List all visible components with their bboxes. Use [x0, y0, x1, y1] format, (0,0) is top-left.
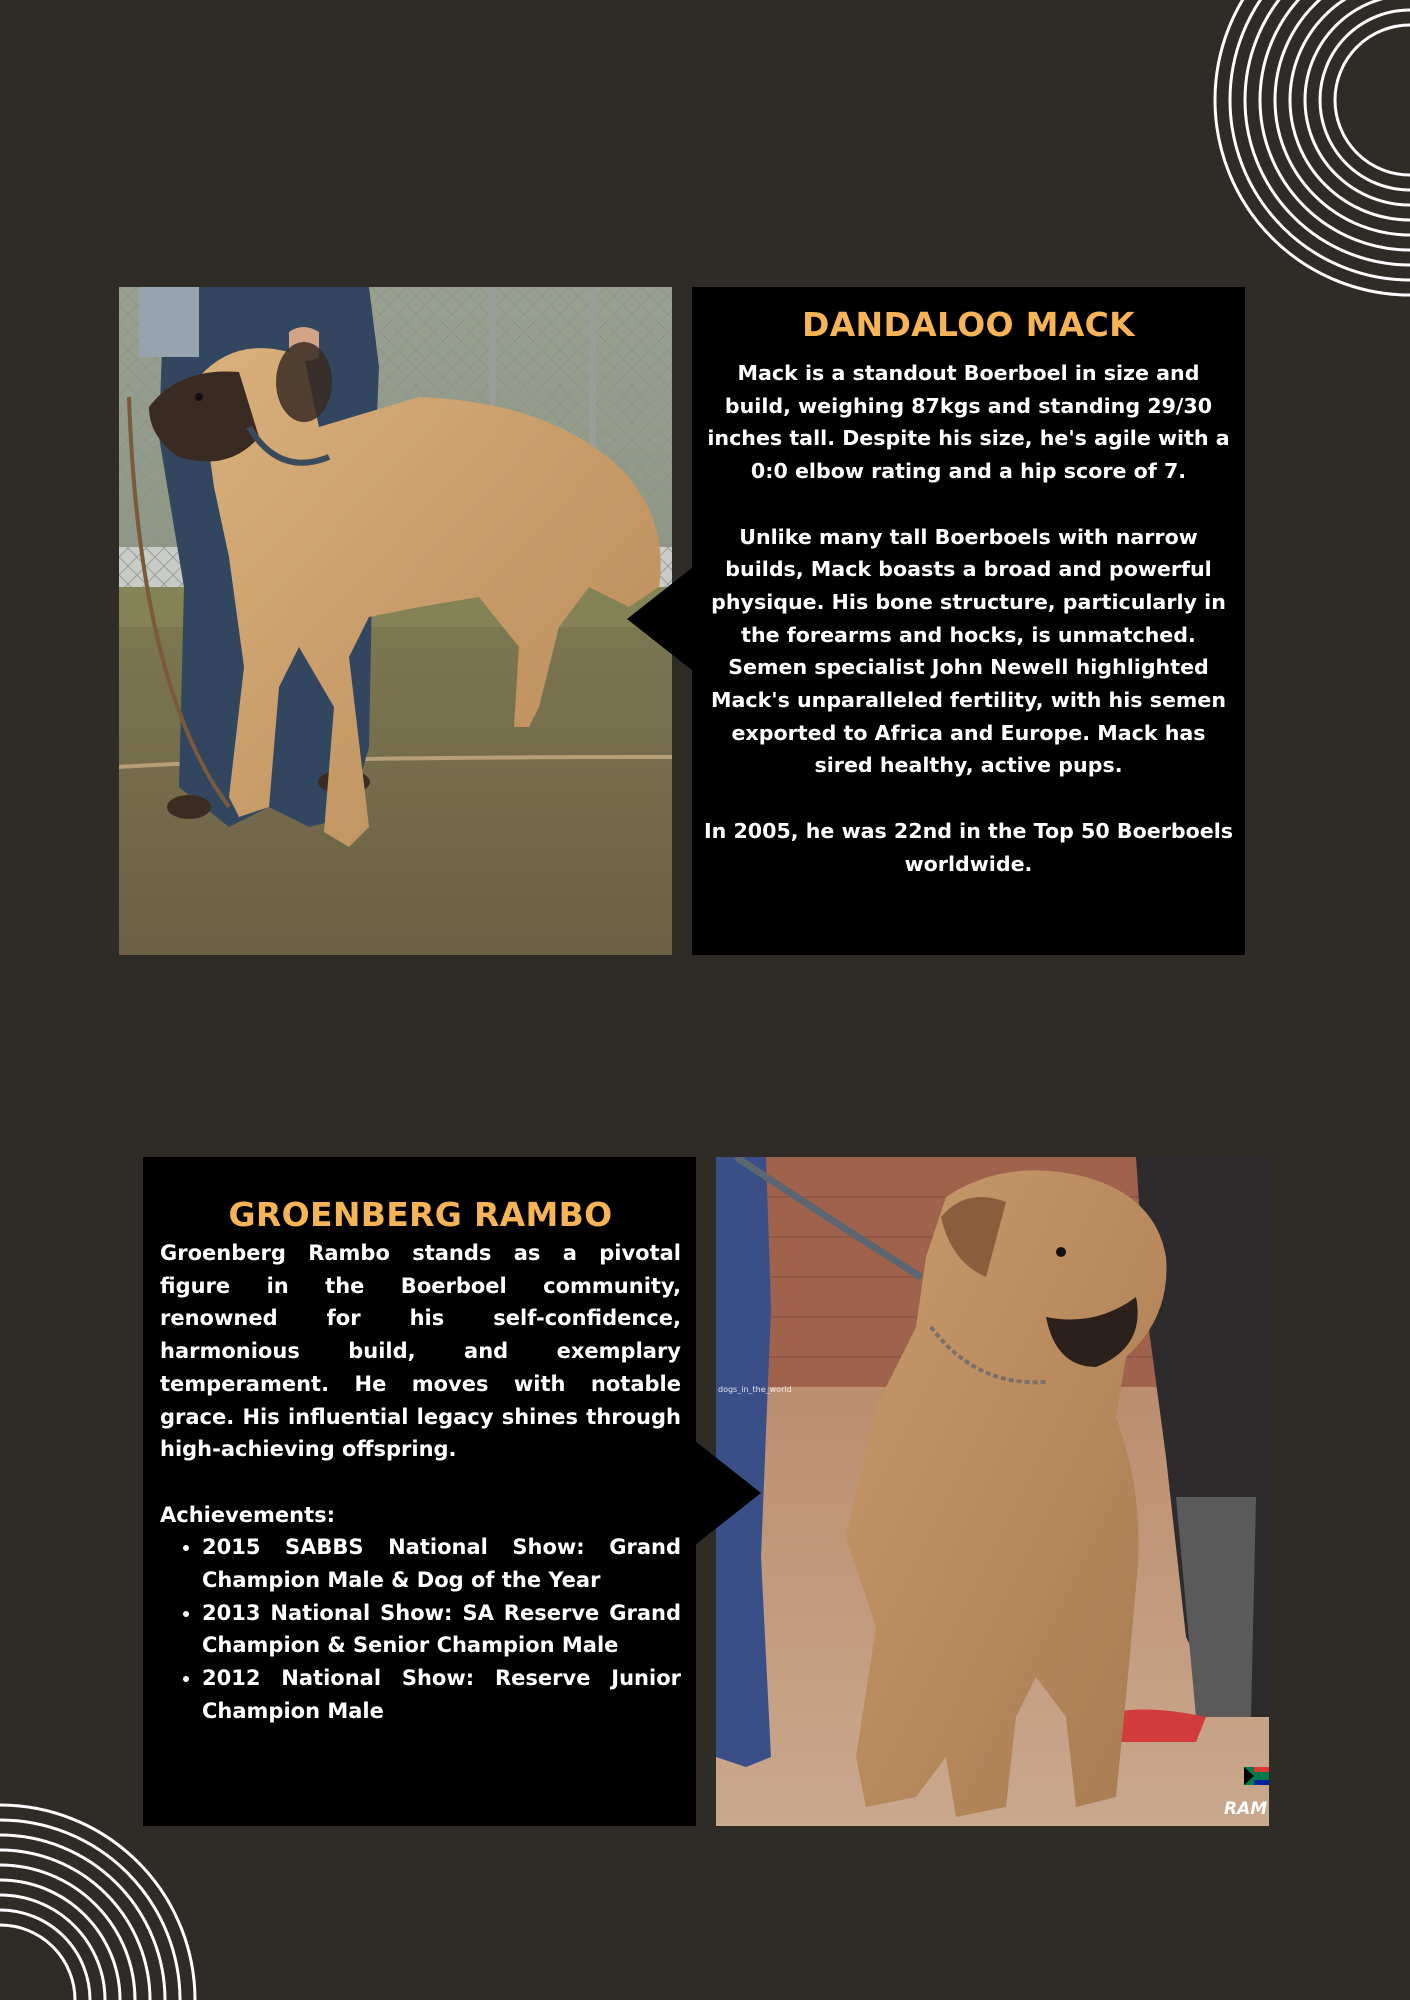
dandaloo-mack-panel — [692, 287, 1245, 955]
achievements-heading: Achievements: — [160, 1502, 336, 1527]
bio-paragraph: In 2005, he was 22nd in the Top 50 Boerboels worldwide. — [703, 818, 1234, 876]
groenberg-rambo-panel — [143, 1157, 696, 1826]
dog-name-heading: DANDALOO MACK — [802, 305, 1135, 344]
bio-paragraph: Unlike many tall Boerboels with narrow builds, Mack boasts a broad and powerful physique. His bone structure, particularly in the forearms and hocks, is unmatched. Semen specialist John Newell highlighted Mack's unparalleled fertility, with his semen exported to Africa and Europe. Mack has sired healthy, active pups. — [710, 524, 1227, 778]
achievement-item: • 2012 National Show: Reserve Junior Champion Male — [202, 1662, 681, 1727]
photo-watermark: dogs_in_the_world — [718, 1385, 792, 1394]
dog-name-heading: GROENBERG RAMBO — [228, 1195, 613, 1234]
dandaloo-mack-photo — [119, 287, 672, 955]
photo-badge-text: RAM — [1224, 1799, 1268, 1819]
bio-paragraph: Mack is a standout Boerboel in size and build, weighing 87kgs and standing 29/30 inches tall. Despite his size, he's agile with a 0:0 elbow rating and a hip score of 7. — [707, 361, 1230, 484]
achievement-item: • 2015 SABBS National Show: Grand Champion Male & Dog of the Year — [202, 1531, 681, 1596]
groenberg-rambo-photo — [716, 1157, 1269, 1826]
decorative-arcs-top-right — [1200, 0, 1410, 310]
bio-paragraph: Groenberg Rambo stands as a pivotal figure in the Boerboel community, renowned for his self-confidence, harmonious build, and exemplary temperament. He moves with notable grace. His influential legacy shines through high-achieving offspring. — [160, 1241, 681, 1462]
panel-pointer-left — [627, 567, 693, 671]
achievements-list — [160, 1531, 681, 1727]
achievement-item: • 2013 National Show: SA Reserve Grand Champion & Senior Champion Male — [202, 1597, 681, 1662]
panel-pointer-right — [695, 1441, 761, 1545]
